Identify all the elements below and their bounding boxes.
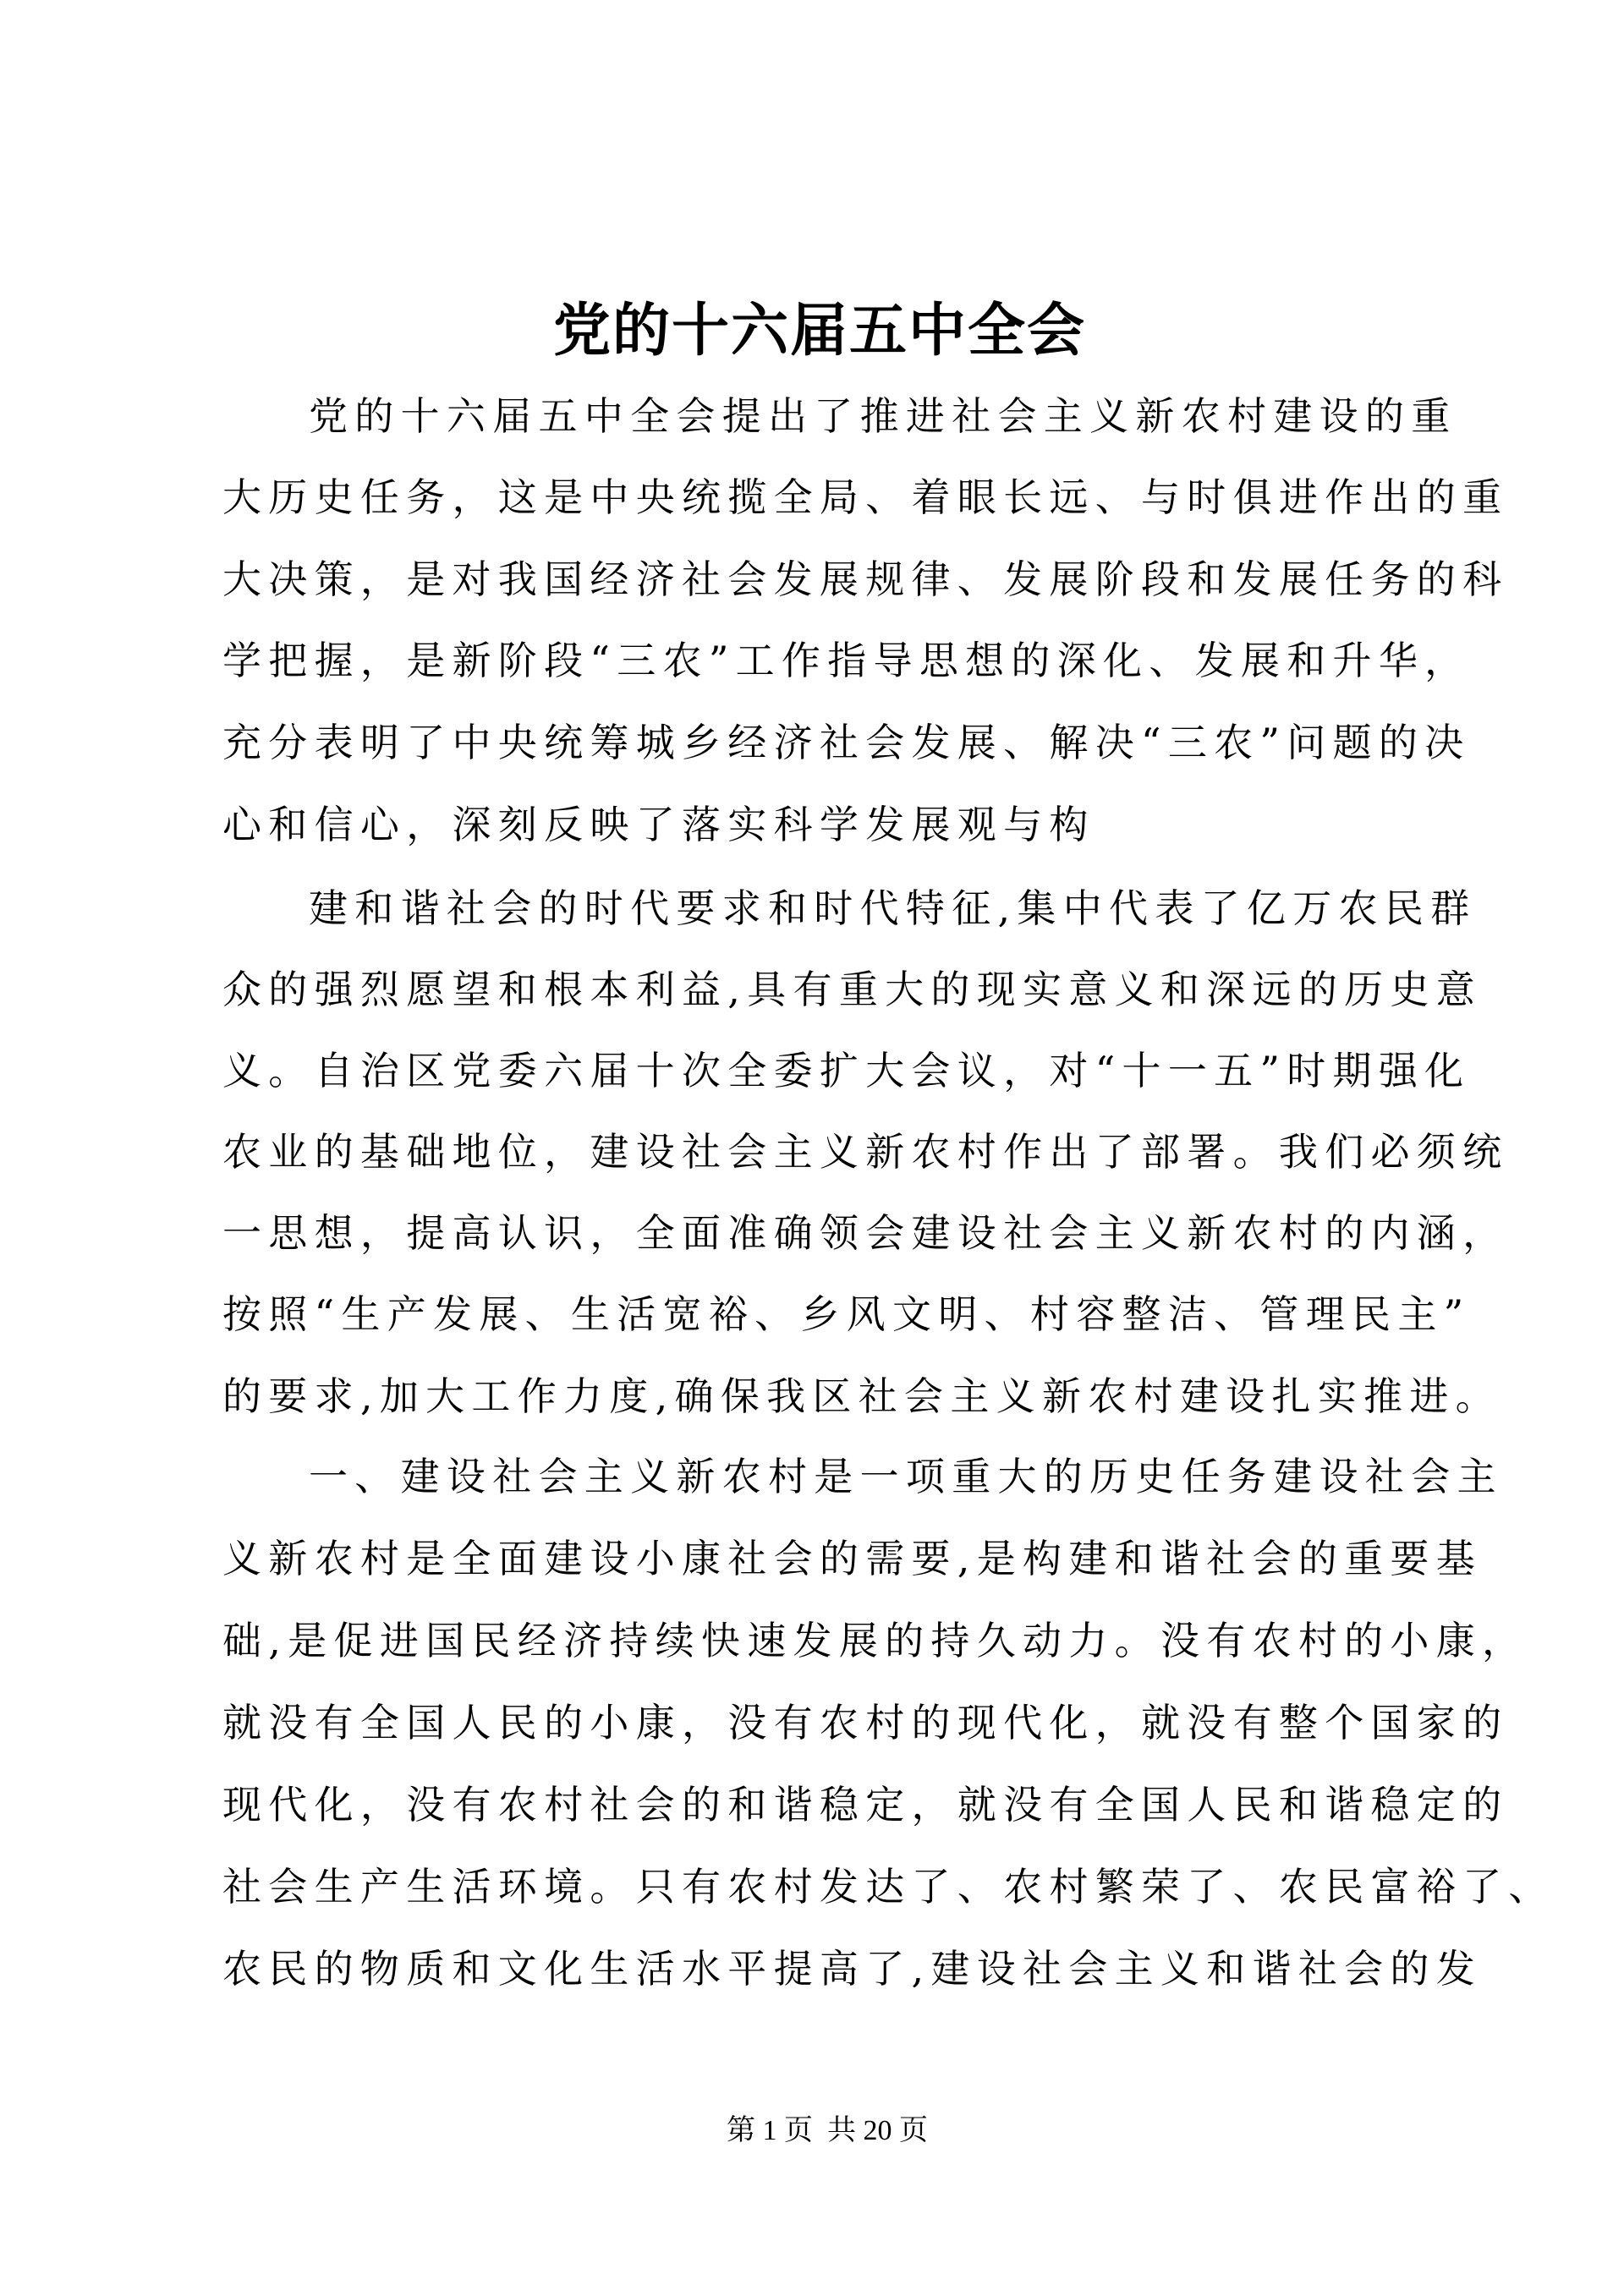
text-line: 就没有全国人民的小康，没有农村的现代化，就没有整个国家的 xyxy=(222,1700,1509,1745)
text-line: 众的强烈愿望和根本利益,具有重大的现实意义和深远的历史意 xyxy=(222,967,1483,1012)
text-line: 党的十六届五中全会提出了推进社会主义新农村建设的重 xyxy=(309,393,1457,439)
page-title: 党的十六届五中全会 xyxy=(552,297,1086,364)
text-line: 心和信心，深刻反映了落实科学发展观与构 xyxy=(222,802,1095,847)
text-line: 农民的物质和文化生活水平提高了,建设社会主义和谐社会的发 xyxy=(222,1946,1483,1992)
text-line: 按照“生产发展、生活宽裕、乡风文明、村容整洁、管理民主” xyxy=(222,1291,1471,1337)
text-line: 础,是促进国民经济持续快速发展的持久动力。没有农村的小康， xyxy=(222,1618,1528,1663)
text-line: 建和谐社会的时代要求和时代特征,集中代表了亿万农民群 xyxy=(309,885,1477,931)
text-line: 一思想，提高认识，全面准确领会建设社会主义新农村的内涵， xyxy=(222,1210,1509,1256)
text-line: 大历史任务，这是中央统揽全局、着眼长远、与时俱进作出的重 xyxy=(222,474,1509,520)
page-number-footer: 第 1 页 共 20 页 xyxy=(727,2115,928,2146)
text-line: 农业的基础地位，建设社会主义新农村作出了部署。我们必须统 xyxy=(222,1129,1509,1175)
text-line: 大决策，是对我国经济社会发展规律、发展阶段和发展任务的科 xyxy=(222,556,1509,602)
text-line: 一、建设社会主义新农村是一项重大的历史任务建设社会主 xyxy=(309,1454,1503,1499)
text-line: 学把握，是新阶段“三农”工作指导思想的深化、发展和升华， xyxy=(222,638,1471,683)
text-line: 充分表明了中央统筹城乡经济社会发展、解决“三农”问题的决 xyxy=(222,720,1471,765)
text-line: 义新农村是全面建设小康社会的需要,是构建和谐社会的重要基 xyxy=(222,1536,1483,1581)
text-line: 社会生产生活环境。只有农村发达了、农村繁荣了、农民富裕了、 xyxy=(222,1864,1555,1910)
text-line: 义。自治区党委六届十次全委扩大会议，对“十一五”时期强化 xyxy=(222,1048,1471,1093)
text-line: 现代化，没有农村社会的和谐稳定，就没有全国人民和谐稳定的 xyxy=(222,1782,1509,1827)
text-line: 的要求,加大工作力度,确保我区社会主义新农村建设扎实推进。 xyxy=(222,1373,1501,1419)
